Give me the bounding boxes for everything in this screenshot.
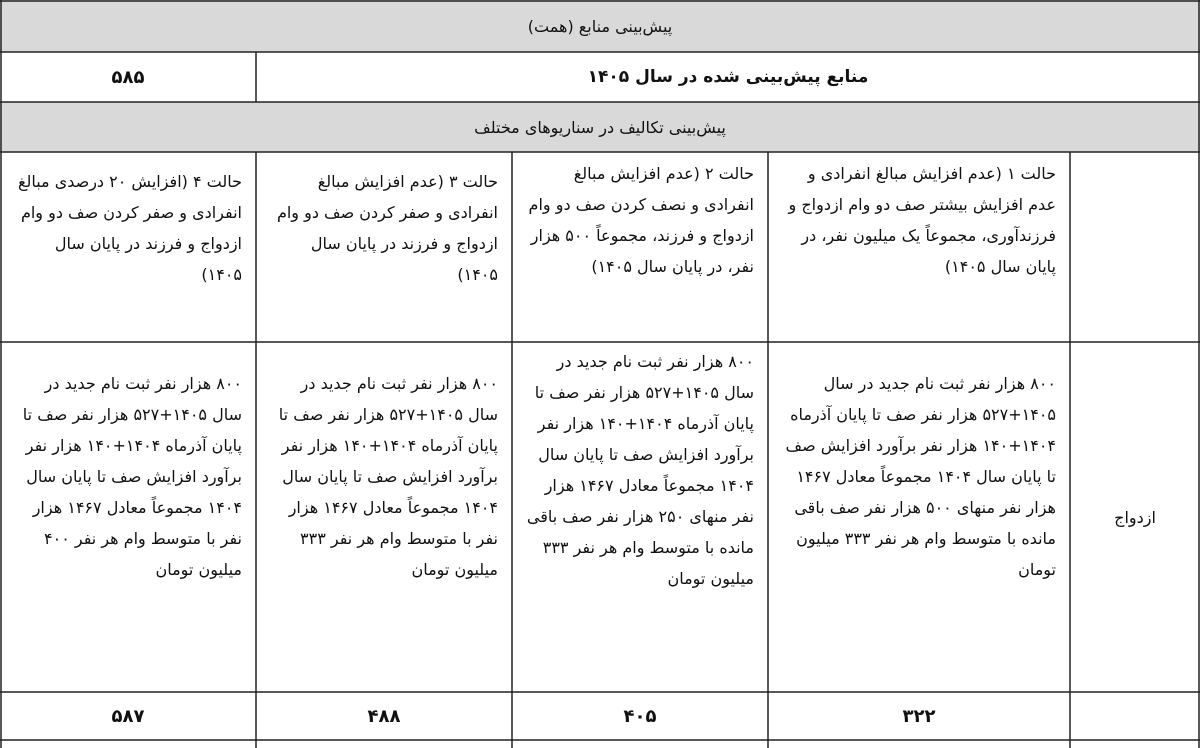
detail-scenario-4: ۸۰۰ هزار نفر ثبت نام جدید در سال ۱۴۰۵+۵۲۷ هزار نفر صف تا پایان آذرماه ۱۴۰۴+۱۴۰ هزار نفر برآورد افزایش صف تا پایان سال ۱۴۰۴ مجموعاً معادل ۱۴۶۷ هزار نفر با متوسط وام هر نفر ۴۰۰ میلیون تومان — [22, 374, 242, 579]
total-scenario-1: ۳۲۲ — [902, 705, 936, 727]
scenario-4: حالت ۴ (افزایش ۲۰ درصدی مبالغ انفرادی و صفر کردن صف دو وام ازدواج و فرزند در پایان سال ۱۴۰۵) — [17, 172, 242, 284]
total-scenario-4: ۵۸۷ — [111, 705, 145, 727]
scenario-3: حالت ۳ (عدم افزایش مبالغ انفرادی و صفر کردن صف دو وام ازدواج و فرزند در پایان سال ۱۴۰۵) — [276, 172, 498, 284]
costs-header: پیش‌بینی تکالیف در سناریوهای مختلف — [474, 117, 726, 137]
row-label-marriage: ازدواج — [1114, 507, 1156, 527]
resources-label: منابع پیش‌بینی شده در سال ۱۴۰۵ — [587, 67, 869, 87]
scenario-1: حالت ۱ (عدم افزایش مبالغ انفرادی و عدم افزایش بیشتر صف دو وام ازدواج و فرزندآوری، مجموعاً یک میلیون نفر، در پایان سال ۱۴۰۵) — [788, 164, 1056, 276]
scenario-2: حالت ۲ (عدم افزایش مبالغ انفرادی و نصف کردن صف دو وام ازدواج و فرزند، مجموعاً ۵۰۰ هزار نفر، در پایان سال ۱۴۰۵) — [528, 164, 754, 276]
detail-scenario-3: ۸۰۰ هزار نفر ثبت نام جدید در سال ۱۴۰۵+۵۲۷ هزار نفر صف تا پایان آذرماه ۱۴۰۴+۱۴۰ هزار نفر برآورد افزایش صف تا پایان سال ۱۴۰۴ مجموعاً معادل ۱۴۶۷ هزار نفر با متوسط وام هر نفر ۳۳۳ میلیون تومان — [278, 374, 498, 579]
resources-header: پیش‌بینی منابع (همت) — [527, 16, 673, 36]
detail-scenario-2: ۸۰۰ هزار نفر ثبت نام جدید در سال ۱۴۰۵+۵۲۷ هزار نفر صف تا پایان آذرماه ۱۴۰۴+۱۴۰ هزار نفر برآورد افزایش صف تا پایان سال ۱۴۰۴ مجموعاً معادل ۱۴۶۷ هزار نفر منهای ۲۵۰ هزار نفر صف باقی مانده با متوسط وام هر نفر ۳۳۳ میلیون تومان — [526, 352, 754, 588]
resources-value: ۵۸۵ — [111, 66, 145, 88]
total-scenario-3: ۴۸۸ — [367, 705, 401, 727]
total-scenario-2: ۴۰۵ — [623, 705, 657, 727]
detail-scenario-1: ۸۰۰ هزار نفر ثبت نام جدید در سال ۱۴۰۵+۵۲۷ هزار نفر صف تا پایان آذرماه ۱۴۰۴+۱۴۰ هزار نفر برآورد افزایش صف تا پایان سال ۱۴۰۴ مجموعاً معادل ۱۴۶۷ هزار نفر منهای ۵۰۰ هزار نفر صف باقی مانده با متوسط وام هر نفر ۳۳۳ میلیون تومان — [785, 374, 1056, 579]
